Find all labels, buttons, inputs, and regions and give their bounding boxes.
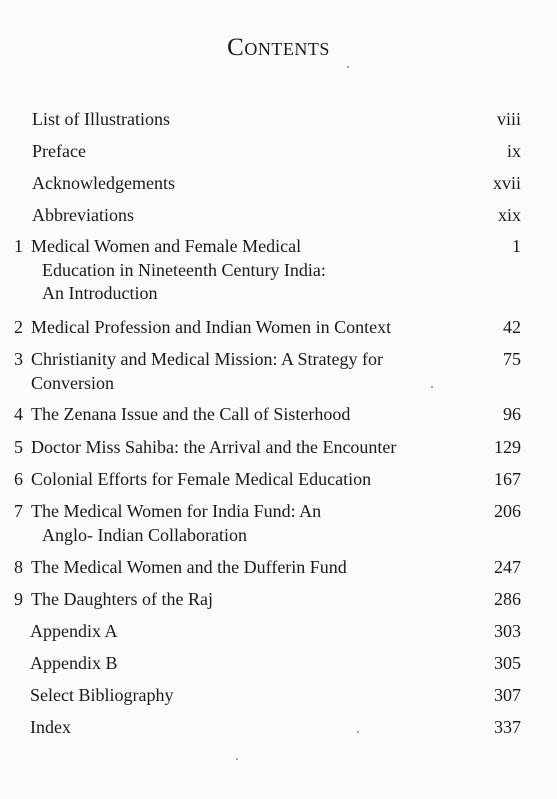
entry-title-line: Colonial Efforts for Female Medical Education bbox=[31, 469, 372, 489]
paper-speck bbox=[236, 758, 238, 760]
page-number: 247 bbox=[494, 557, 521, 577]
chapter-number: 6 bbox=[14, 469, 23, 489]
entry-title-line: Education in Nineteenth Century India: bbox=[42, 259, 326, 280]
entry-title-line: Christianity and Medical Mission: A Strategy for bbox=[31, 349, 383, 369]
entry-title bbox=[31, 316, 471, 340]
chapter-number: 8 bbox=[14, 557, 23, 577]
entry-title-line: Index bbox=[30, 717, 71, 737]
page-number: 75 bbox=[503, 349, 521, 369]
entry-title bbox=[31, 500, 471, 547]
entry-title bbox=[31, 556, 471, 580]
chapter-number: 3 bbox=[14, 349, 23, 369]
page-number: 305 bbox=[494, 653, 521, 673]
page-number: 303 bbox=[494, 621, 521, 641]
entry-title bbox=[30, 652, 470, 676]
entry-title-line: Appendix B bbox=[30, 653, 118, 673]
page-number: xvii bbox=[492, 173, 521, 193]
entry-title-line: Appendix A bbox=[30, 621, 118, 641]
entry-title-line: The Medical Women and the Dufferin Fund bbox=[31, 557, 347, 577]
page-number: 286 bbox=[494, 589, 521, 609]
entry-title bbox=[30, 716, 470, 740]
entry-title bbox=[30, 684, 470, 708]
entry-title-line: Conversion bbox=[31, 372, 114, 393]
page-number: viii bbox=[496, 109, 521, 129]
entry-title bbox=[32, 204, 472, 228]
chapter-number: 1 bbox=[14, 236, 23, 256]
entry-title-line: Abbreviations bbox=[32, 205, 134, 225]
entry-title-line: An Introduction bbox=[42, 283, 158, 303]
page-number: 129 bbox=[494, 437, 521, 457]
entry-title bbox=[32, 108, 472, 132]
entry-title-line: The Daughters of the Raj bbox=[31, 589, 213, 609]
entry-title-line: Doctor Miss Sahiba: the Arrival and the Encounter bbox=[31, 437, 397, 457]
entry-title bbox=[31, 403, 471, 427]
chapter-number: 9 bbox=[14, 589, 23, 609]
chapter-number: 2 bbox=[14, 317, 23, 337]
entry-title-line: Anglo- Indian Collaboration bbox=[42, 524, 247, 545]
page-number: 307 bbox=[494, 685, 521, 705]
page-number: ix bbox=[506, 141, 521, 161]
entry-title bbox=[31, 436, 471, 460]
entry-title-line: Select Bibliography bbox=[30, 685, 174, 705]
entry-title-line: Medical Women and Female Medical bbox=[31, 236, 302, 256]
entry-title bbox=[31, 588, 471, 612]
entry-title-line: Medical Profession and Indian Women in Context bbox=[31, 317, 392, 337]
paper-speck bbox=[347, 66, 349, 68]
page-number: 167 bbox=[494, 469, 521, 489]
entry-title bbox=[32, 172, 472, 196]
entry-title bbox=[30, 620, 470, 644]
chapter-number: 5 bbox=[14, 437, 23, 457]
chapter-number: 7 bbox=[14, 501, 23, 521]
page-title: Contents bbox=[227, 34, 330, 61]
entry-title-line: Preface bbox=[32, 141, 86, 161]
entry-title bbox=[31, 235, 471, 306]
page-number: 1 bbox=[512, 236, 521, 256]
entry-title bbox=[32, 140, 472, 164]
entry-title-line: Acknowledgements bbox=[32, 173, 175, 193]
page-number: 206 bbox=[494, 501, 521, 521]
entry-title bbox=[31, 348, 471, 395]
page-number: 96 bbox=[503, 404, 521, 424]
entry-title bbox=[31, 468, 471, 492]
page-number: 337 bbox=[494, 717, 521, 737]
page-number: 42 bbox=[503, 317, 521, 337]
paper-speck bbox=[357, 731, 359, 733]
entry-title-line: List of Illustrations bbox=[32, 109, 170, 129]
chapter-number: 4 bbox=[14, 404, 23, 424]
entry-title-line: The Medical Women for India Fund: An bbox=[31, 501, 322, 521]
paper-speck bbox=[431, 386, 433, 388]
entry-title-line: The Zenana Issue and the Call of Sisterhood bbox=[31, 404, 351, 424]
page-number: xix bbox=[497, 205, 521, 225]
